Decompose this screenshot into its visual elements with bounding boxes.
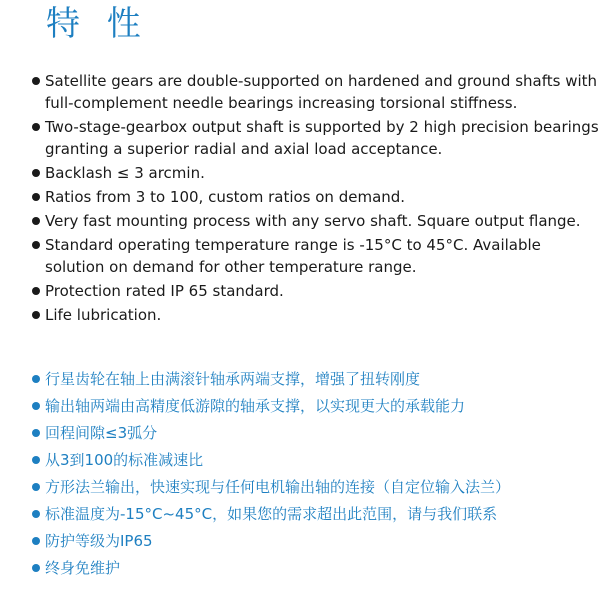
english-feature-list bbox=[0, 70, 612, 328]
list-item-text: Ratios from 3 to 100, custom ratios on demand. bbox=[45, 188, 406, 206]
bullet-icon bbox=[32, 564, 40, 572]
bullet-icon bbox=[32, 311, 40, 319]
bullet-icon bbox=[32, 402, 40, 410]
list-item bbox=[0, 530, 612, 557]
list-item-text: 方形法兰输出，快速实现与任何电机输出轴的连接（自定位输入法兰） bbox=[45, 478, 511, 496]
list-item-text: Two-stage-gearbox output shaft is supported by 2 high precision bearings granting a superior radial and axial load acceptance. bbox=[45, 118, 599, 158]
list-item-text: Life lubrication. bbox=[45, 306, 162, 324]
chinese-feature-list bbox=[0, 368, 612, 584]
list-item-text: 标准温度为-15°C~45°C，如果您的需求超出此范围，请与我们联系 bbox=[45, 505, 498, 523]
bullet-icon bbox=[32, 193, 40, 201]
list-item bbox=[0, 234, 612, 278]
bullet-icon bbox=[32, 510, 40, 518]
list-item-text: Backlash ≤ 3 arcmin. bbox=[45, 164, 205, 182]
bullet-icon bbox=[32, 77, 40, 85]
list-item bbox=[0, 280, 612, 302]
bullet-icon bbox=[32, 456, 40, 464]
list-item-text: 终身免维护 bbox=[45, 559, 121, 577]
list-item bbox=[0, 395, 612, 422]
list-item bbox=[0, 186, 612, 208]
list-item bbox=[0, 210, 612, 232]
list-item-text: Satellite gears are double-supported on hardened and ground shafts with full-complement needle bearings increasing torsional stiffness. bbox=[45, 72, 598, 112]
page-title: 特 性 bbox=[46, 4, 149, 44]
list-item bbox=[0, 116, 612, 160]
list-item-text: 行星齿轮在轴上由满滚针轴承两端支撑，增强了扭转刚度 bbox=[45, 370, 421, 388]
list-item-text: 防护等级为IP65 bbox=[45, 532, 153, 550]
list-item bbox=[0, 368, 612, 395]
bullet-icon bbox=[32, 241, 40, 249]
bullet-icon bbox=[32, 217, 40, 225]
list-item bbox=[0, 557, 612, 584]
list-item-text: 回程间隙≤3弧分 bbox=[45, 424, 158, 442]
bullet-icon bbox=[32, 429, 40, 437]
bullet-icon bbox=[32, 123, 40, 131]
list-item bbox=[0, 476, 612, 503]
list-item-text: 从3到100的标准减速比 bbox=[45, 451, 204, 469]
bullet-icon bbox=[32, 483, 40, 491]
list-item-text: Standard operating temperature range is -15°C to 45°C. Available solution on demand for other temperature range. bbox=[45, 236, 541, 276]
bullet-icon bbox=[32, 169, 40, 177]
list-item bbox=[0, 70, 612, 114]
list-item-text: Very fast mounting process with any servo shaft. Square output flange. bbox=[45, 212, 581, 230]
list-item bbox=[0, 422, 612, 449]
list-item bbox=[0, 304, 612, 326]
list-item-text: 输出轴两端由高精度低游隙的轴承支撑，以实现更大的承载能力 bbox=[45, 397, 466, 415]
bullet-icon bbox=[32, 375, 40, 383]
bullet-icon bbox=[32, 287, 40, 295]
list-item bbox=[0, 449, 612, 476]
list-item-text: Protection rated IP 65 standard. bbox=[45, 282, 284, 300]
list-item bbox=[0, 162, 612, 184]
bullet-icon bbox=[32, 537, 40, 545]
list-item bbox=[0, 503, 612, 530]
